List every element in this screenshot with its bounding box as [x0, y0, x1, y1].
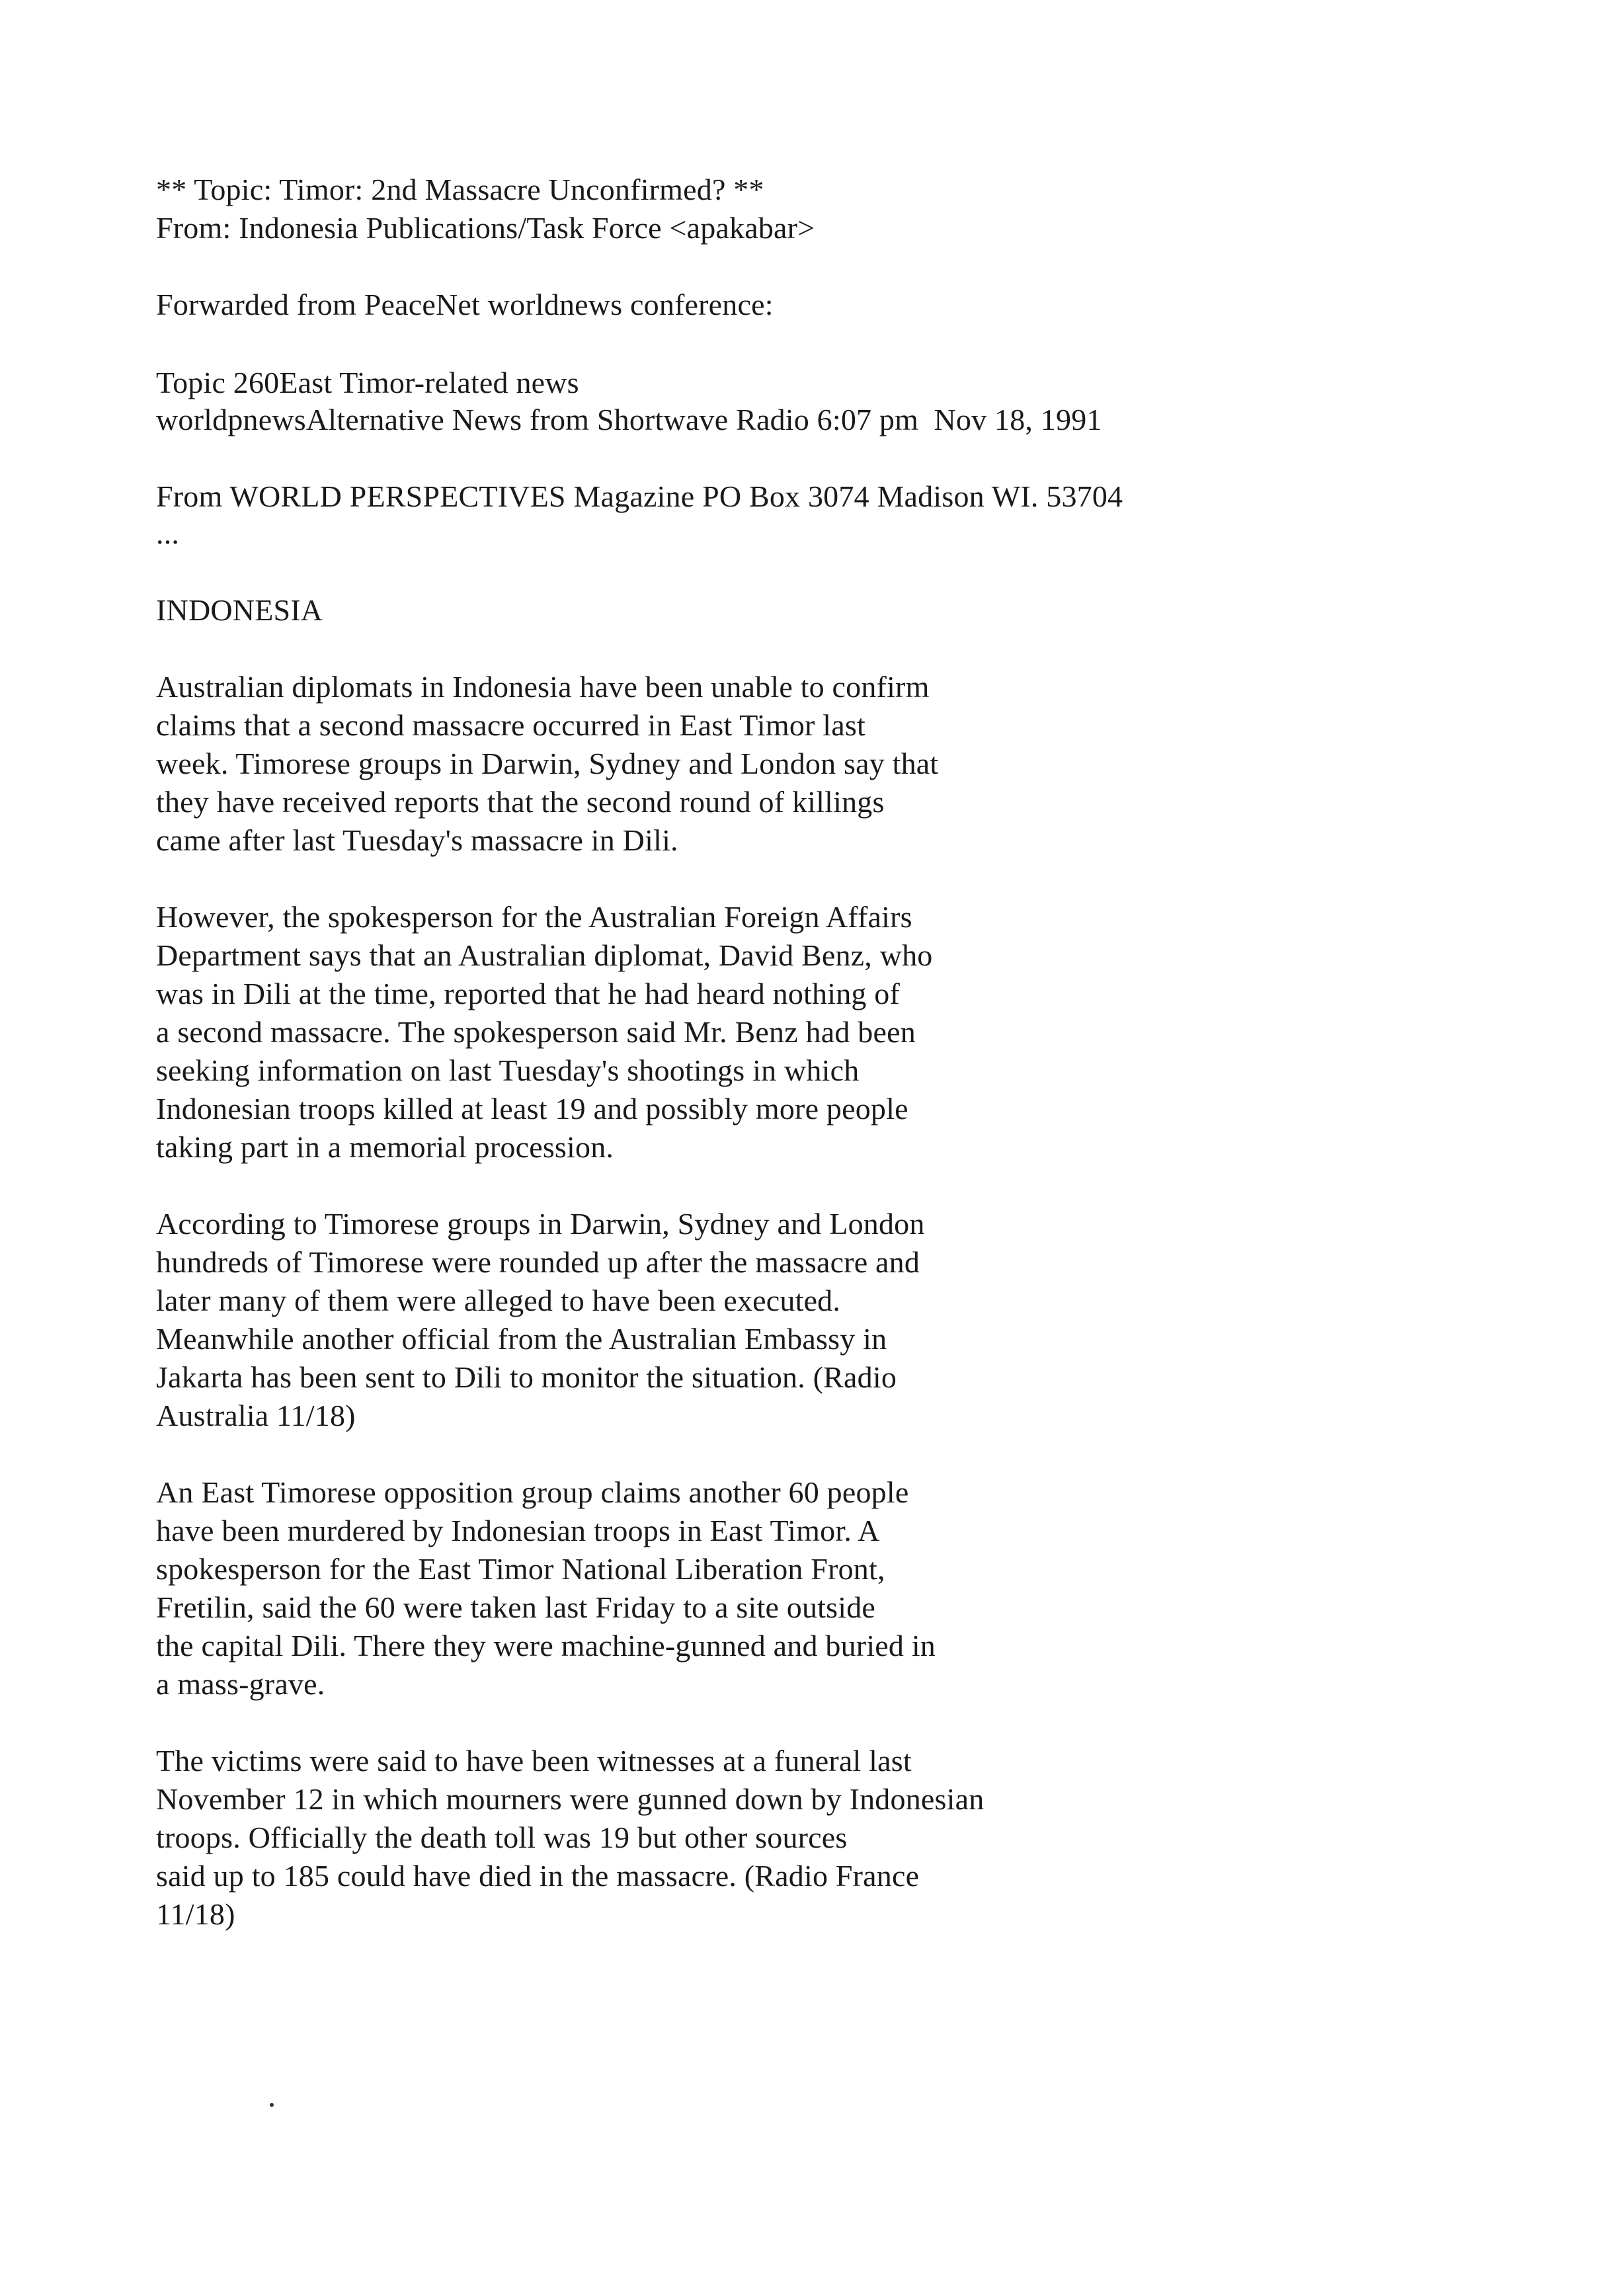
paragraph-5-line: The victims were said to have been witnesses at a funeral last [156, 1744, 912, 1778]
forward-topic-line: Topic 260East Timor-related news [156, 366, 579, 399]
paragraph-5-line: 11/18) [156, 1897, 235, 1931]
paragraph-4-line: Fretilin, said the 60 were taken last Friday to a site outside [156, 1590, 876, 1624]
scan-speck [270, 2103, 274, 2107]
paragraph-3-line: According to Timorese groups in Darwin, Sydney and London [156, 1207, 925, 1241]
from-line: From: Indonesia Publications/Task Force <apakabar> [156, 211, 815, 245]
paragraph-4-line: An East Timorese opposition group claims another 60 people [156, 1475, 909, 1509]
ellipsis: ... [156, 516, 180, 550]
paragraph-2-line: Indonesian troops killed at least 19 and possibly more people [156, 1092, 908, 1126]
paragraph-1-line: week. Timorese groups in Darwin, Sydney and London say that [156, 747, 939, 780]
paragraph-3-line: later many of them were alleged to have been executed. [156, 1284, 841, 1317]
paragraph-2-line: Department says that an Australian diplomat, David Benz, who [156, 938, 933, 972]
paragraph-3-line: Meanwhile another official from the Australian Embassy in [156, 1322, 887, 1356]
paragraph-2-line: was in Dili at the time, reported that he had heard nothing of [156, 977, 901, 1010]
paragraph-3-line: hundreds of Timorese were rounded up after the massacre and [156, 1245, 920, 1279]
paragraph-1-line: came after last Tuesday's massacre in Dili. [156, 823, 678, 857]
paragraph-3-line: Jakarta has been sent to Dili to monitor the situation. (Radio [156, 1360, 897, 1394]
paragraph-4-line: spokesperson for the East Timor National Liberation Front, [156, 1552, 885, 1586]
paragraph-2-line: seeking information on last Tuesday's shootings in which [156, 1053, 860, 1087]
paragraph-1-line: claims that a second massacre occurred in East Timor last [156, 708, 865, 742]
forward-source-line: worldpnewsAlternative News from Shortwave Radio 6:07 pm Nov 18, 1991 [156, 403, 1102, 436]
paragraph-4-line: have been murdered by Indonesian troops in East Timor. A [156, 1514, 880, 1547]
paragraph-5-line: November 12 in which mourners were gunned down by Indonesian [156, 1782, 985, 1816]
paragraph-5-line: troops. Officially the death toll was 19 but other sources [156, 1821, 848, 1854]
paragraph-4-line: a mass-grave. [156, 1667, 325, 1701]
paragraph-2-line: a second massacre. The spokesperson said Mr. Benz had been [156, 1015, 916, 1049]
publisher-line: From WORLD PERSPECTIVES Magazine PO Box 3074 Madison WI. 53704 [156, 479, 1123, 513]
topic-heading: ** Topic: Timor: 2nd Massacre Unconfirmed? ** [156, 173, 764, 206]
paragraph-4-line: the capital Dili. There they were machine-gunned and buried in [156, 1629, 936, 1662]
paragraph-5-line: said up to 185 could have died in the massacre. (Radio France [156, 1859, 920, 1893]
paragraph-2-line: taking part in a memorial procession. [156, 1130, 614, 1164]
section-title: INDONESIA [156, 593, 323, 627]
paragraph-1-line: Australian diplomats in Indonesia have been unable to confirm [156, 670, 930, 704]
paragraph-2-line: However, the spokesperson for the Australian Foreign Affairs [156, 900, 912, 934]
paragraph-1-line: they have received reports that the second round of killings [156, 785, 885, 819]
paragraph-3-line: Australia 11/18) [156, 1399, 356, 1432]
forward-note: Forwarded from PeaceNet worldnews conference: [156, 288, 774, 321]
